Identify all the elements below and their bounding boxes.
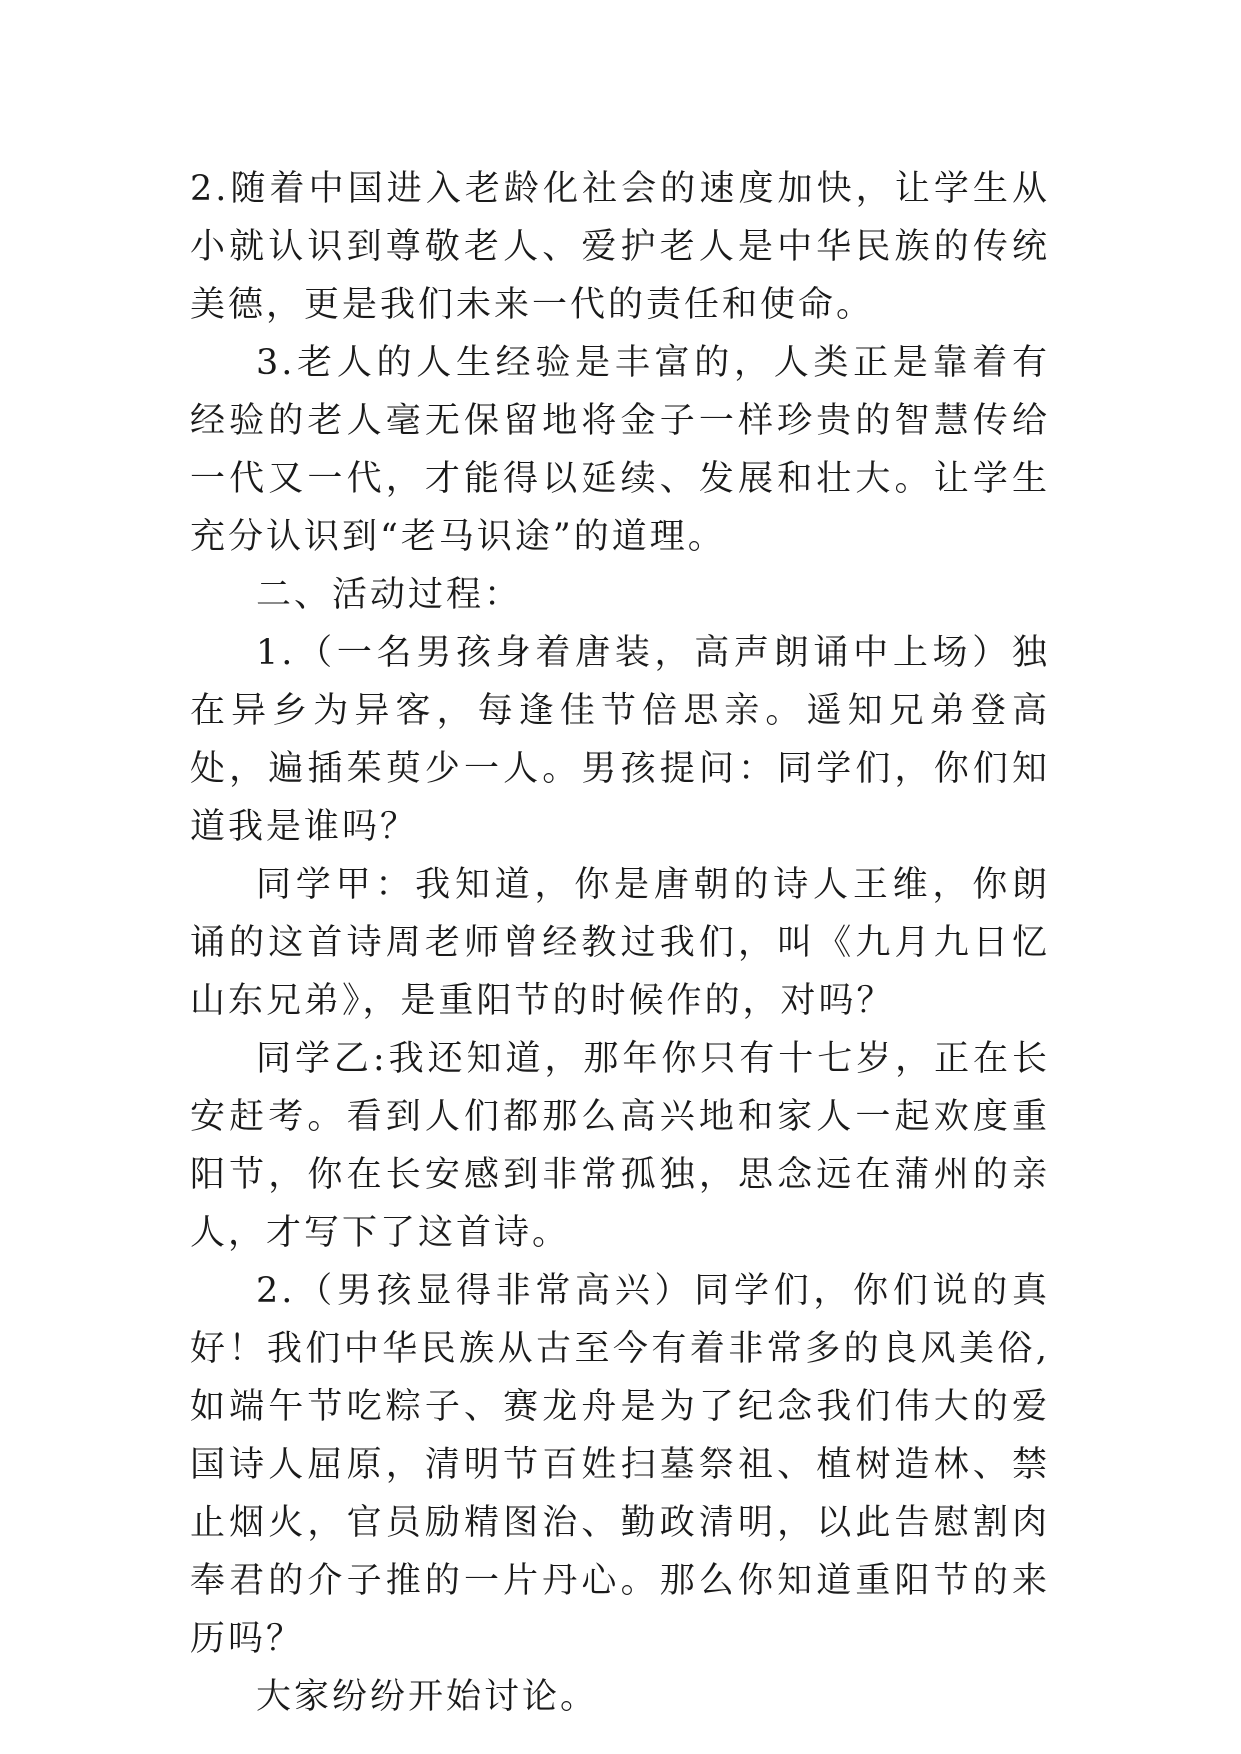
paragraph-discussion: 大家纷纷开始讨论。 <box>256 1677 599 1717</box>
section-heading-activity-process: 二、活动过程： <box>256 575 523 615</box>
paragraph-goal-3: 3.老人的人生经验是丰富的，人类正是靠着有经验的老人毫无保留地将金子一样珍贵的智慧传给一代又一代，才能得以延续、发展和壮大。让学生充分认识到“老马识途”的道理。 <box>190 343 1050 557</box>
paragraph-step-2: 2.（男孩显得非常高兴）同学们，你们说的真好！我们中华民族从古至今有着非常多的良风美俗,如端午节吃粽子、赛龙舟是为了纪念我们伟大的爱国诗人屈原，清明节百姓扫墓祭祖、植树造林、禁止烟火，官员励精图治、勤政清明，以此告慰割肉奉君的介子推的一片丹心。那么你知道重阳节的来历吗？ <box>190 1271 1050 1659</box>
paragraph-student-b: 同学乙:我还知道，那年你只有十七岁，正在长安赶考。看到人们都那么高兴地和家人一起欢度重阳节，你在长安感到非常孤独，思念远在蒲州的亲人，才写下了这首诗。 <box>190 1039 1050 1253</box>
paragraph-student-a: 同学甲：我知道，你是唐朝的诗人王维，你朗诵的这首诗周老师曾经教过我们，叫《九月九日忆山东兄弟》，是重阳节的时候作的，对吗？ <box>190 865 1050 1021</box>
paragraph-step-1: 1.（一名男孩身着唐装，高声朗诵中上场）独在异乡为异客，每逢佳节倍思亲。遥知兄弟登高处，遍插茱萸少一人。男孩提问：同学们，你们知道我是谁吗？ <box>190 633 1050 847</box>
document-body <box>190 160 1050 1726</box>
paragraph-goal-2: 2.随着中国进入老龄化社会的速度加快，让学生从小就认识到尊敬老人、爱护老人是中华民族的传统美德，更是我们未来一代的责任和使命。 <box>190 169 1050 325</box>
